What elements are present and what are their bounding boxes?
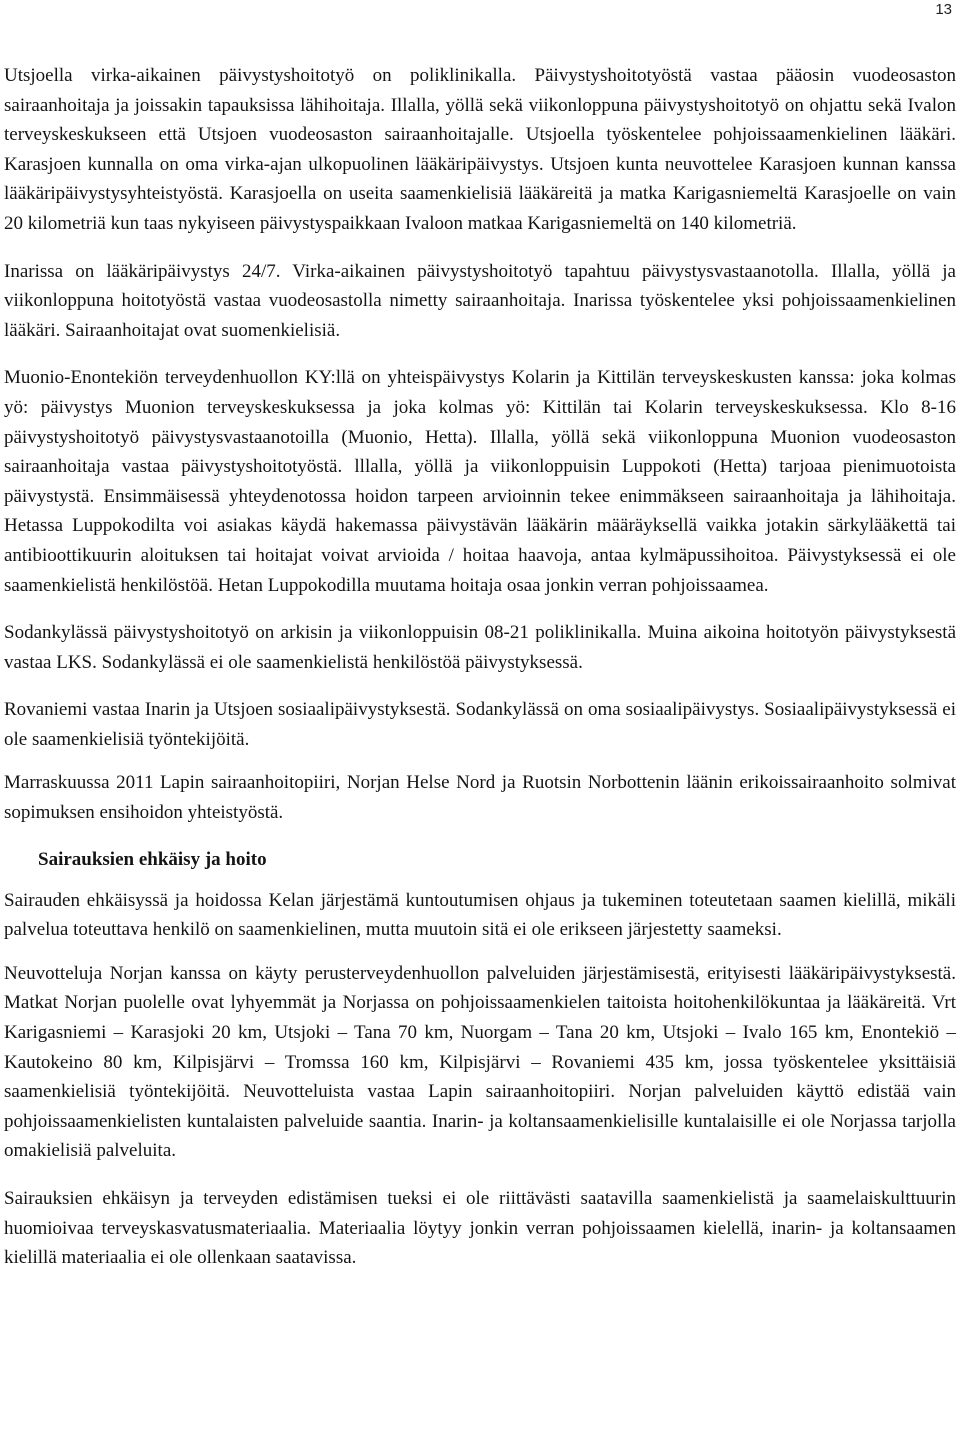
paragraph-rovaniemi: Rovaniemi vastaa Inarin ja Utsjoen sosiaalipäivystyksestä. Sodankylässä on oma sosiaalipäivystys. Sosiaalipäivystyksessä ei ole saamenkielisiä työntekijöitä. (4, 699, 956, 750)
paragraph-terveyskasvatus: Sairauksien ehkäisyn ja terveyden edistämisen tueksi ei ole riittävästi saatavilla saamenkielistä ja saamelaiskulttuurin huomioivaa terveyskasvatusmateriaalia. Materiaalia löytyy jonkin verran pohjoissaamen kielellä, inarin- ja koltansaamen kielillä materiaalia ei ole ollenkaan saatavissa. (4, 1188, 956, 1269)
paragraph-utsjoki: Utsjoella virka-aikainen päivystyshoitotyö on poliklinikalla. Päivystyshoitotyöstä vastaa pääosin vuodeosaston sairaanhoitaja ja joissakin tapauksissa lähihoitaja. Illalla, yöllä sekä viikonloppuna päivystyshoitotyö on ohjattu sekä Ivalon terveyskeskukseen että Utsjoen vuodeosaston sairaanhoitajalle. Utsjoella työskentelee pohjoissaamenkielinen lääkäri. Karasjoen kunnalla on oma virka-ajan ulkopuolinen lääkäripäivystys. Utsjoen kunta neuvottelee Karasjoen kunnan kanssa lääkäripäivystysyhteistyöstä. Karasjoella on useita saamenkielisiä lääkäreitä ja matka Karigasniemeltä Karasjoelle on vain 20 kilometriä kun taas nykyiseen päivystyspaikkaan Ivaloon matkaa Karigasniemeltä on 140 kilometriä. (4, 65, 956, 234)
paragraph-norja-neuvottelut: Neuvotteluja Norjan kanssa on käyty perusterveydenhuollon palveluiden järjestämisestä, erityisesti lääkäripäivystyksestä. Matkat Norjan puolelle ovat lyhyemmät ja Norjassa on pohjoissaamenkielen taitoista hoitohenkilökuntaa ja lääkäreitä. Vrt Karigasniemi – Karasjoki 20 km, Utsjoki – Tana 70 km, Nuorgam – Tana 20 km, Utsjoki – Ivalo 165 km, Enontekiö – Kautokeino 80 km, Kilpisjärvi – Tromssa 160 km, Kilpisjärvi – Rovaniemi 435 km, jossa työskentelee yksittäisiä saamenkielisiä työntekijöitä. Neuvotteluista vastaa Lapin sairaanhoitopiiri. Norjan palveluiden käyttö edistää vain pohjoissaamenkielisten kuntalaisten palveluide saantia. Inarin- ja koltansaamenkielisille kuntalaisille ei ole Norjassa tarjolla omakielisiä palveluita. (4, 962, 956, 1162)
paragraph-muonio-enontekio: Muonio-Enontekiön terveydenhuollon KY:llä on yhteispäivystys Kolarin ja Kittilän terveyskeskusten kanssa: joka kolmas yö: päivystys Muonion terveyskeskuksessa ja joka kolmas yö: Kittilän tai Kolarin terveyskeskuksessa. Klo 8-16 päivystyshoitotyö päivystysvastaanotoilla (Muonio, Hetta). Illalla, yöllä sekä viikonloppuna Muonion vuodeosaston sairaanhoitaja vastaa päivystyshoitotyöstä. lllalla, yöllä ja viikonloppuisin Luppokoti (Hetta) tarjoaa pienimuotoista päivystystä. Ensimmäisessä yhteydenotossa hoidon tarpeen arvioinnin tekee enimmäkseen sairaanhoitaja ja lähihoitaja. Hetassa Luppokodilta voi asiakas käydä hakemassa päivystävän lääkärin määräyksellä vaikka jotakin särkylääkettä tai antibioottikuurin aloituksen tai hoitajat voivat arvioida / hoitaa haavoja, antaa kylmäpussihoitoa. Päivystyksessä ei ole saamenkielistä henkilöstöä. Hetan Luppokodilla muutama hoitaja osaa jonkin verran pohjoissaamea. (4, 367, 956, 596)
paragraph-kela-kuntoutus: Sairauden ehkäisyssä ja hoidossa Kelan järjestämä kuntoutumisen ohjaus ja tukeminen toteutetaan saamen kielillä, mikäli palvelua toteuttava henkilö on saamenkielinen, mutta muutoin sitä ei ole erikseen järjestetty saameksi. (4, 889, 956, 941)
paragraph-sodankyla: Sodankylässä päivystyshoitotyö on arkisin ja viikonloppuisin 08-21 poliklinikalla. Muina aikoina hoitotyön päivystyksestä vastaa LKS. Sodankylässä ei ole saamenkielistä henkilöstöä päivystyksessä. (4, 622, 956, 673)
paragraph-inari: Inarissa on lääkäripäivystys 24/7. Virka-aikainen päivystyshoitotyö tapahtuu päivystysvastaanotolla. Illalla, yöllä ja viikonloppuna hoitotyöstä vastaa vuodeosastolla nimetty sairaanhoitaja. Inarissa työskentelee yksi pohjoissaamenkielinen lääkäri. Sairaanhoitajat ovat suomenkielisiä. (4, 260, 956, 341)
document-body (4, 61, 956, 1291)
page-number: 13 (935, 1, 952, 18)
paragraph-marraskuu-2011: Marraskuussa 2011 Lapin sairaanhoitopiiri, Norjan Helse Nord ja Ruotsin Norbottenin läänin erikoissairaanhoito solmivat sopimuksen ensihoidon yhteistyöstä. (4, 772, 956, 824)
section-heading: Sairauksien ehkäisy ja hoito (38, 848, 267, 870)
